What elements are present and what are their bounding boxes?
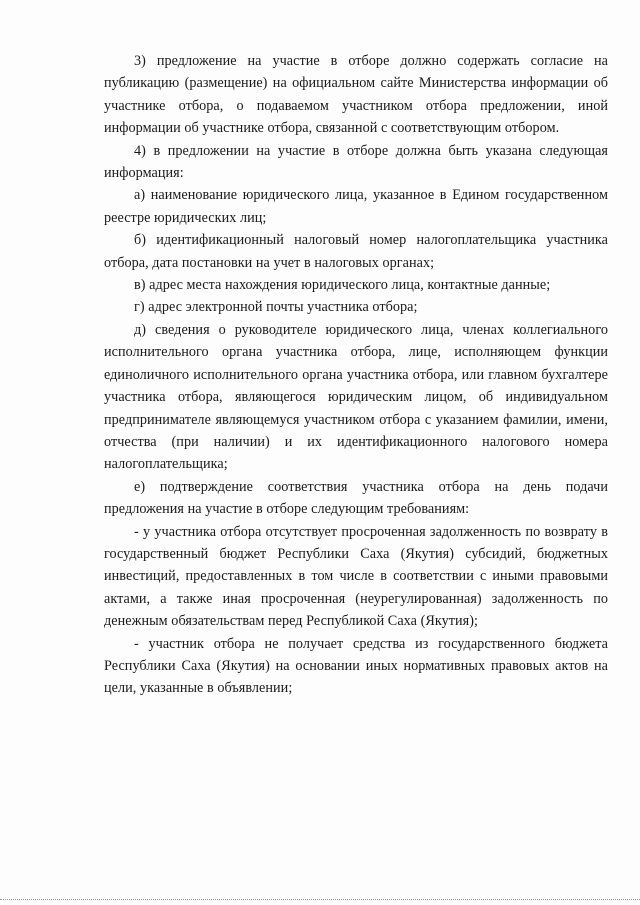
paragraph-subitem-d: д) сведения о руководителе юридического лица, членах коллегиального исполнительного органа участника отбора, лице, исполняющем функции единоличного исполнительного органа участника отбора, или главном бухгалтере участника отбора, являющегося юридическим лицом, об индивидуальном предпринимателе являющемуся участником отбора с указанием фамилии, имени, отчества (при наличии) и их идентификационного налогового номера налогоплательщика; xyxy=(104,321,608,473)
paragraph-item-4: 4) в предложении на участие в отборе должна быть указана следующая информация: xyxy=(104,142,608,182)
paragraph-requirement-1: - у участника отбора отсутствует просроченная задолженность по возврату в государственный бюджет Республики Саха (Якутия) субсидий, бюджетных инвестиций, предоставленных в том числе в соответствии с иными правовыми актами, а также иная просроченная (неурегулированная) задолженность по денежным обязательствам перед Республикой Саха (Якутия); xyxy=(104,523,608,630)
paragraph-subitem-g: г) адрес электронной почты участника отбора; xyxy=(134,299,418,316)
paragraph-subitem-a: а) наименование юридического лица, указанное в Едином государственном реестре юридических лиц; xyxy=(104,187,608,226)
paragraph-subitem-v: в) адрес места нахождения юридического лица, контактные данные; xyxy=(134,277,551,294)
paragraph-subitem-e: е) подтверждение соответствия участника отбора на день подачи предложения на участие в отборе следующим требованиям: xyxy=(104,478,608,518)
paragraph-item-3: 3) предложение на участие в отборе должно содержать согласие на публикацию (размещение) на официальном сайте Министерства информации об участнике отбора, о подаваемом участником отбора предложении, иной информации об участнике отбора, связанной с соответствующим отбором. xyxy=(104,53,608,137)
paragraph-requirement-2: - участник отбора не получает средства из государственного бюджета Республики Саха (Якутия) на основании иных нормативных правовых актов на цели, указанные в объявлении; xyxy=(104,635,608,697)
paragraph-subitem-b: б) идентификационный налоговый номер налогоплательщика участника отбора, дата постановки на учет в налоговых органах; xyxy=(104,232,608,271)
page-bottom-edge xyxy=(0,899,640,900)
document-body xyxy=(104,50,608,700)
